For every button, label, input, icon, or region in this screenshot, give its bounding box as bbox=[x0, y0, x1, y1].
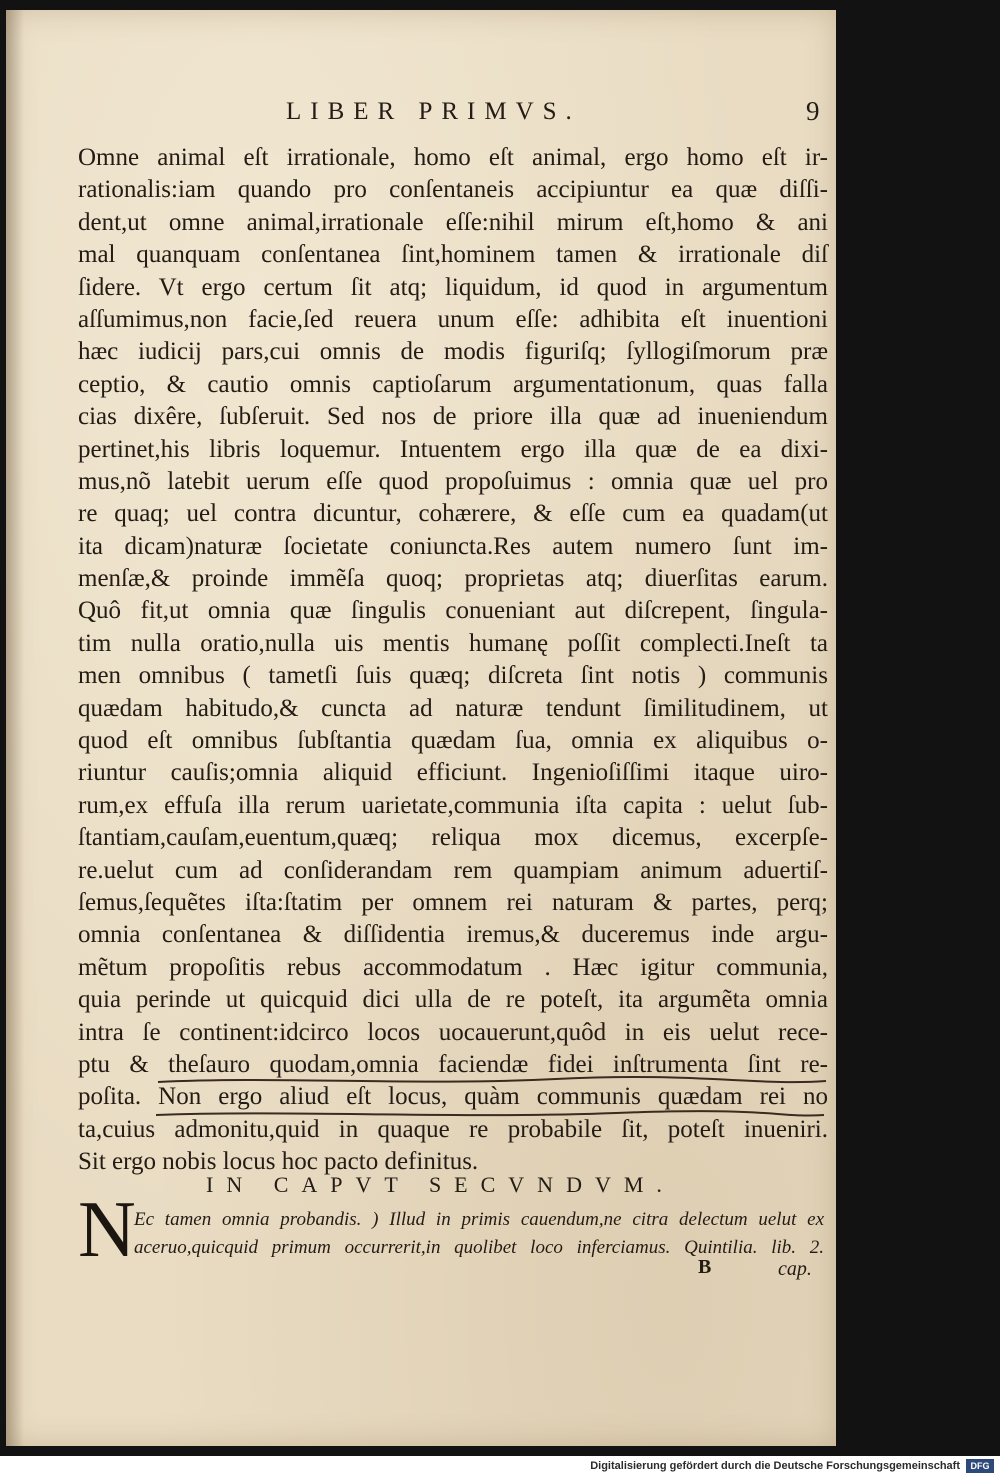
text-line: cias dixêre, ſubſeruit. Sed nos de priore illa quæ ad inueniendum bbox=[78, 403, 828, 431]
text-line: mus,nõ latebit uerum eſſe quod propoſuimus : omnia quæ uel pro bbox=[78, 467, 828, 495]
chapter-heading: IN CAPVT SECVNDVM. bbox=[206, 1172, 675, 1197]
commentary-line: Ec tamen omnia probandis. ) Illud in primis cauendum,ne citra delectum uelut ex bbox=[134, 1209, 824, 1230]
text-line: ta,cuius admonitu,quid in quaque re probabile ſit, poteſt inueniri. bbox=[78, 1115, 828, 1143]
text-line: ſemus,ſequẽtes iſta:ſtatim per omnem rei naturam & partes, perq; bbox=[78, 888, 828, 916]
catchword: cap. bbox=[778, 1258, 812, 1280]
footer-credit: Digitalisierung gefördert durch die Deutsche Forschungsgemeinschaft bbox=[590, 1460, 960, 1472]
text-line: pertinet,his libris loquemur. Intuentem ergo illa quæ de ea dixi- bbox=[78, 435, 828, 463]
running-title: LIBER PRIMVS. bbox=[286, 98, 581, 125]
commentary-line: aceruo,quicquid primum occurrerit,in quolibet loco inferciamus. Quintilia. lib. 2. bbox=[134, 1237, 824, 1258]
text-line: Omne animal eſt irrationale, homo eſt animal, ergo homo eſt ir- bbox=[78, 144, 828, 171]
running-head bbox=[6, 92, 836, 132]
text-line: re.uelut cum ad conſiderandam rem quampiam animum aduertiſ- bbox=[78, 856, 828, 884]
text-line: re quaq; uel contra dicuntur, cohærere, & eſſe cum ea quadam(ut bbox=[78, 500, 828, 528]
text-line: dent,ut omne animal,irrationale eſſe:nihil mirum eſt,homo & ani bbox=[78, 208, 828, 236]
text-line: poſita. Non ergo aliud eſt locus, quàm communis quædam rei no bbox=[78, 1083, 828, 1111]
text-line: rationalis:iam quando pro conſentaneis accipiuntur ea quæ diſſi- bbox=[78, 176, 828, 204]
text-line: mal quanquam conſentanea ſint,hominem tamen & irrationale diſ bbox=[78, 241, 828, 269]
text-line: hæc iudicij pars,cui omnis de modis figuriſq; ſyllogiſmorum præ bbox=[78, 338, 828, 366]
digitization-footer bbox=[0, 1456, 1000, 1478]
text-line: quod eſt omnibus ſubſtantia quædam ſua, omnia ex aliquibus o- bbox=[78, 727, 828, 755]
text-line: men omnibus ( tametſi ſuis quæq; diſcreta ſint notis ) communis bbox=[78, 662, 828, 690]
decorated-initial: N bbox=[78, 1186, 136, 1274]
signature-mark: B bbox=[698, 1256, 712, 1278]
text-line: Quô fit,ut omnia quæ ſingulis conueniant aut diſcrepent, ſingula- bbox=[78, 597, 828, 625]
main-text-block bbox=[78, 142, 828, 1179]
text-line: quia perinde ut quicquid dici ulla de re poteſt, ita argumẽta omnia bbox=[78, 986, 828, 1014]
text-line: aſſumimus,non facie,ſed reuera unum eſſe: adhibita eſt inuentioni bbox=[78, 305, 828, 333]
dfg-logo: DFG bbox=[966, 1459, 994, 1473]
text-line: ſidere. Vt ergo certum ſit atq; liquidum, id quod in argumentum bbox=[78, 273, 828, 301]
text-line: omnia conſentanea & diſſidentia iremus,& duceremus inde argu- bbox=[78, 921, 828, 949]
text-line: mẽtum propoſitis rebus accommodatum . Hæc igitur communia, bbox=[78, 953, 828, 981]
book-page bbox=[6, 10, 836, 1446]
text-line: ptu & theſauro quodam,omnia faciendæ fidei inſtrumenta ſint re- bbox=[78, 1050, 828, 1078]
text-line: riuntur cauſis;omnia aliquid efficiunt. Ingenioſiſſimi itaque uiro- bbox=[78, 759, 828, 787]
text-line: Sit ergo nobis locus hoc pacto definitus. bbox=[78, 1148, 479, 1176]
text-line: tim nulla oratio,nulla uis mentis humanę poſſit complecti.Ineſt ta bbox=[78, 629, 828, 657]
text-line: intra ſe continent:idcirco locos uocauerunt,quôd in eis uelut rece- bbox=[78, 1018, 828, 1046]
text-line: ita dicam)naturæ ſocietate coniuncta.Res autem numero ſunt im- bbox=[78, 532, 828, 560]
text-line: ſtantiam,cauſam,euentum,quæq; reliqua mox dicemus, excerpſe- bbox=[78, 824, 828, 852]
commentary-block bbox=[134, 1206, 824, 1262]
text-line: ceptio, & cautio omnis captioſarum argumentationum, quas falla bbox=[78, 370, 828, 398]
text-line: quædam habitudo,& cuncta ad naturæ tendunt ſimilitudinem, ut bbox=[78, 694, 828, 722]
page-gutter-shadow bbox=[6, 10, 24, 1446]
page-number: 9 bbox=[806, 96, 820, 126]
text-line: rum,ex effuſa illa rerum uarietate,communia iſta capita : uelut ſub- bbox=[78, 791, 828, 819]
text-line: menſæ,& proinde immẽſa quoq; proprietas atq; diuerſitas earum. bbox=[78, 565, 828, 593]
